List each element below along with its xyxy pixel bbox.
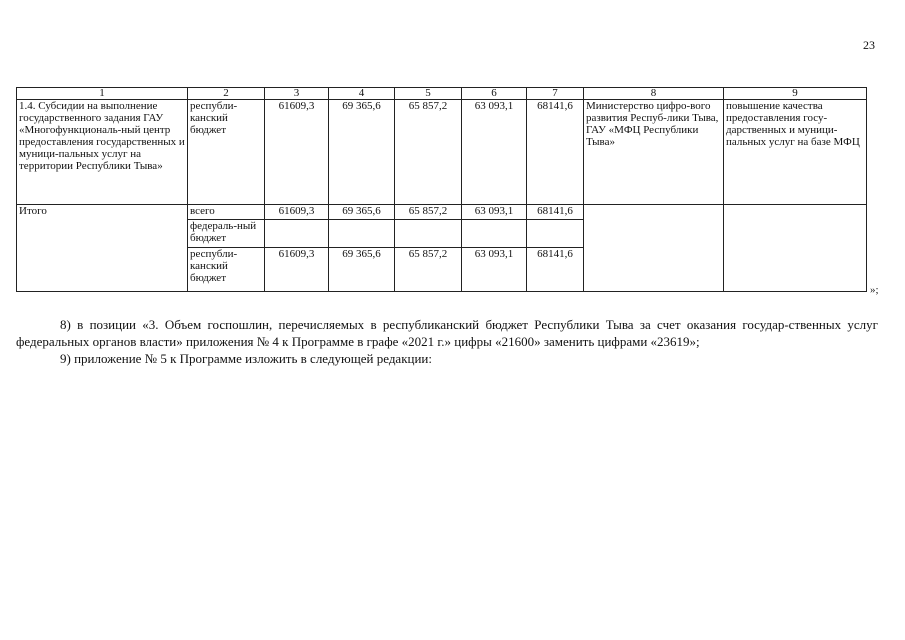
value-cell: 61609,3 <box>265 248 329 292</box>
value-cell: 68141,6 <box>527 100 584 205</box>
value-cell <box>527 220 584 248</box>
value-cell <box>395 220 462 248</box>
funding-source: федераль-ный бюджет <box>188 220 265 248</box>
executor-cell-empty <box>584 205 724 292</box>
value-cell <box>265 220 329 248</box>
paragraph: 9) приложение № 5 к Программе изложить в следующей редакции: <box>60 351 432 366</box>
value-cell <box>329 220 395 248</box>
value-cell: 65 857,2 <box>395 248 462 292</box>
value-cell: 69 365,6 <box>329 100 395 205</box>
column-header: 5 <box>395 88 462 100</box>
column-header: 8 <box>584 88 724 100</box>
measure-name: 1.4. Субсидии на выполнение государственного задания ГАУ «Многофункциональ-ный центр предоставления государственных и муници-пальных услуг на территории Республики Тыва» <box>17 100 188 205</box>
closing-quote-mark: »; <box>870 284 879 296</box>
total-label: Итого <box>17 205 188 292</box>
table-row <box>17 100 867 205</box>
value-cell: 68141,6 <box>527 205 584 220</box>
value-cell: 65 857,2 <box>395 205 462 220</box>
body-text <box>16 316 878 367</box>
column-header: 2 <box>188 88 265 100</box>
value-cell: 63 093,1 <box>462 205 527 220</box>
table-header-row <box>17 88 867 100</box>
program-table <box>16 87 867 292</box>
column-header: 1 <box>17 88 188 100</box>
total-row <box>17 205 867 220</box>
value-cell: 63 093,1 <box>462 100 527 205</box>
value-cell: 65 857,2 <box>395 100 462 205</box>
result-cell: повышение качества предоставления госу-дарственных и муници-пальных услуг на базе МФЦ <box>724 100 867 205</box>
value-cell: 63 093,1 <box>462 248 527 292</box>
column-header: 7 <box>527 88 584 100</box>
column-header: 3 <box>265 88 329 100</box>
column-header: 4 <box>329 88 395 100</box>
funding-source: всего <box>188 205 265 220</box>
value-cell: 68141,6 <box>527 248 584 292</box>
funding-source: республи-канский бюджет <box>188 248 265 292</box>
value-cell: 69 365,6 <box>329 205 395 220</box>
funding-source: республи-канский бюджет <box>188 100 265 205</box>
column-header: 6 <box>462 88 527 100</box>
value-cell: 69 365,6 <box>329 248 395 292</box>
value-cell: 61609,3 <box>265 100 329 205</box>
executor-cell: Министерство цифро-вого развития Респуб-лики Тыва, ГАУ «МФЦ Республики Тыва» <box>584 100 724 205</box>
value-cell: 61609,3 <box>265 205 329 220</box>
column-header: 9 <box>724 88 867 100</box>
value-cell <box>462 220 527 248</box>
page-number: 23 <box>863 38 875 52</box>
result-cell-empty <box>724 205 867 292</box>
paragraph: 8) в позиции «3. Объем госпошлин, перечисляемых в республиканский бюджет Республики Тыва за счет оказания государ-ственных услуг федеральных органов власти» приложения № 4 к Программе в графе «2021 г.» цифры «21600» заменить цифрами «23619»; <box>16 317 878 349</box>
